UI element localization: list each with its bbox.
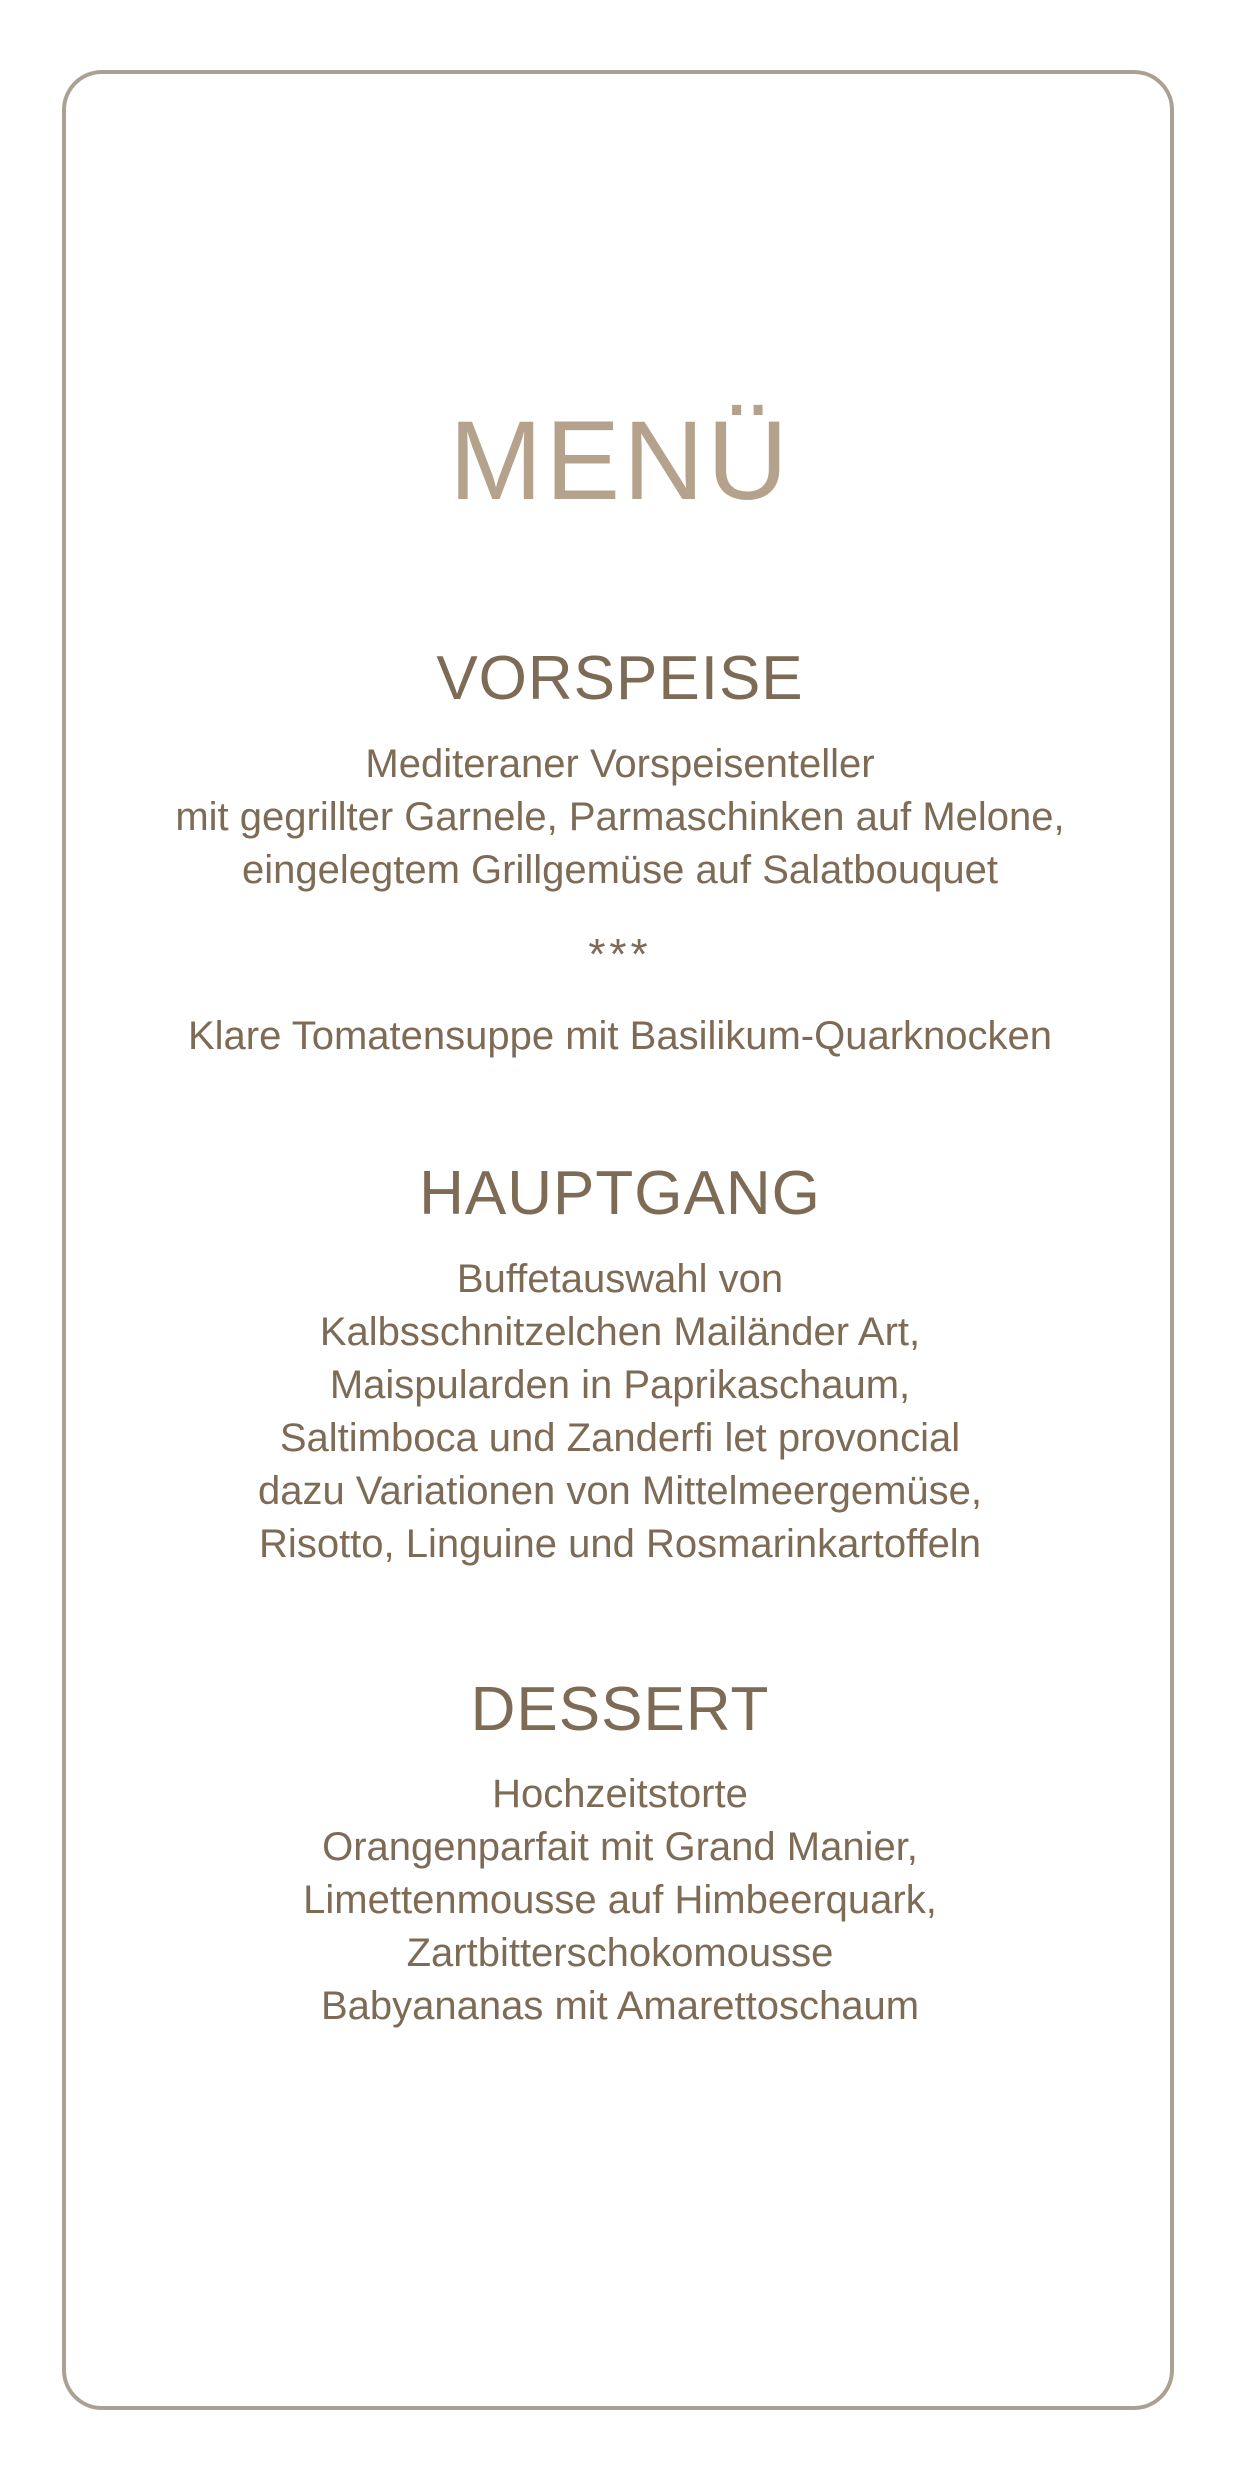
menu-line: Orangenparfait mit Grand Manier, bbox=[322, 1825, 918, 1869]
vorspeise-course-2 bbox=[0, 1010, 1240, 1063]
vorspeise-course-1 bbox=[0, 738, 1240, 897]
menu-line: Risotto, Linguine und Rosmarinkartoffeln bbox=[259, 1522, 981, 1566]
menu-title: MENÜ bbox=[449, 398, 791, 523]
menu-line: Buffetauswahl von bbox=[456, 1257, 784, 1301]
menu-line: mit gegrillter Garnele, Parmaschinken auf Melone, bbox=[175, 795, 1065, 839]
menu-line: Maispularden in Paprikaschaum, bbox=[329, 1363, 911, 1407]
menu-line: Klare Tomatensuppe mit Basilikum-Quarknocken bbox=[187, 1014, 1053, 1058]
menu-line: Hochzeitstorte bbox=[492, 1772, 748, 1816]
menu-line: Kalbsschnitzelchen Mailänder Art, bbox=[319, 1310, 921, 1354]
section-heading-vorspeise: VORSPEISE bbox=[436, 644, 804, 713]
menu-line: eingelegtem Grillgemüse auf Salatbouquet bbox=[241, 848, 999, 892]
menu-line: Saltimboca und Zanderfi let provoncial bbox=[279, 1416, 961, 1460]
dessert-course-1 bbox=[0, 1768, 1240, 2033]
hauptgang-course-1 bbox=[0, 1253, 1240, 1571]
menu-line: Limettenmousse auf Himbeerquark, bbox=[303, 1878, 937, 1922]
section-heading-dessert: DESSERT bbox=[470, 1675, 770, 1744]
section-heading-hauptgang: HAUPTGANG bbox=[419, 1159, 821, 1228]
menu-line: dazu Variationen von Mittelmeergemüse, bbox=[257, 1469, 983, 1513]
course-separator: *** bbox=[588, 930, 652, 979]
menu-line: Mediteraner Vorspeisenteller bbox=[365, 742, 875, 786]
menu-line: Zartbitterschokomousse bbox=[406, 1931, 834, 1975]
menu-line: Babyananas mit Amarettoschaum bbox=[320, 1984, 920, 2028]
